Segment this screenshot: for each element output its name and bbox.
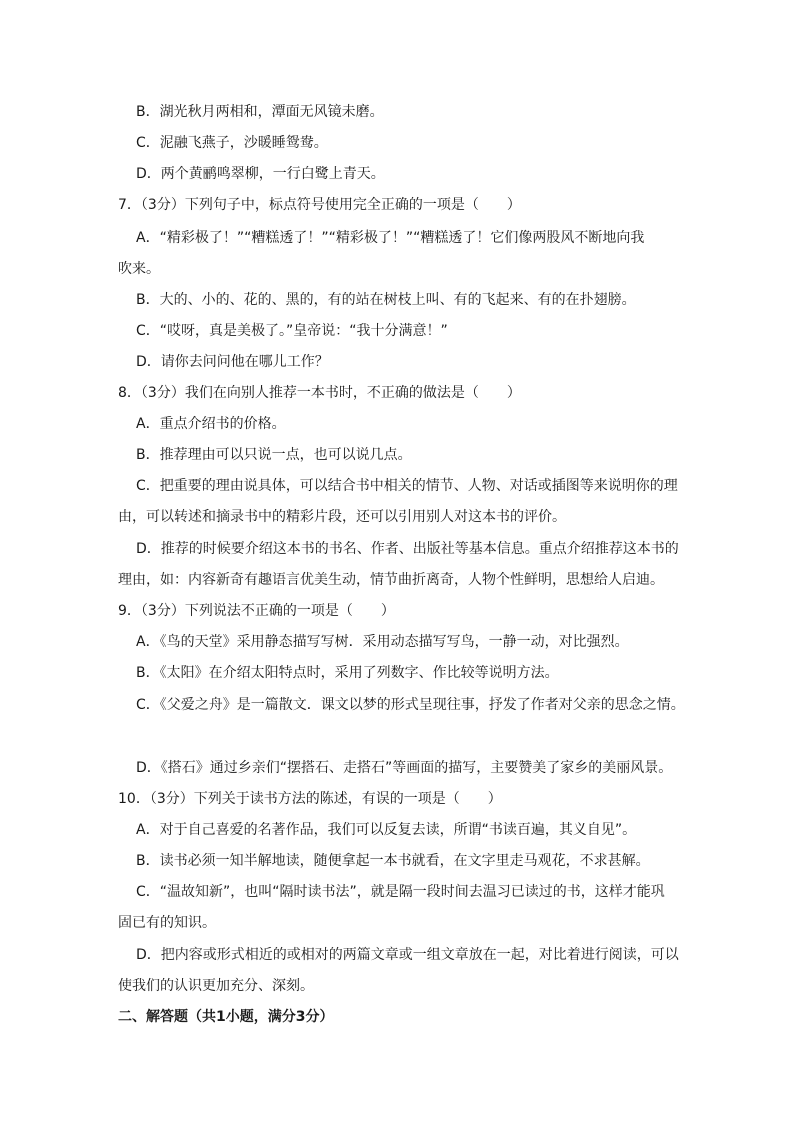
q10-option-b: B．读书必须一知半解地读，随便拿起一本书就看，在文字里走马观花，不求甚解。 bbox=[136, 853, 650, 869]
q8-option-b: B．推荐理由可以只说一点，也可以说几点。 bbox=[136, 447, 412, 463]
q9-option-d: D．《搭石》通过乡亲们“摆搭石、走搭石”等画面的描写，主要赞美了家乡的美丽风景。 bbox=[136, 760, 673, 776]
q9-option-a: A．《鸟的天堂》采用静态描写写树．采用动态描写写鸟，一静一动，对比强烈。 bbox=[136, 634, 629, 650]
q8-option-d: D．推荐的时候要介绍这本书的书名、作者、出版社等基本信息。重点介绍推荐这本书的 bbox=[136, 541, 679, 557]
question-8-stem: 8．（3分）我们在向别人推荐一本书时，不正确的做法是（ ） bbox=[118, 385, 521, 401]
question-9-stem: 9．（3分）下列说法不正确的一项是（ ） bbox=[118, 603, 395, 619]
q6-option-b: B．湖光秋月两相和，潭面无风镜未磨。 bbox=[136, 104, 384, 120]
q6-option-d: D．两个黄鹂鸣翠柳，一行白鹭上青天。 bbox=[136, 166, 385, 182]
q7-option-a-cont: 吹来。 bbox=[118, 261, 160, 277]
q8-option-c: C．把重要的理由说具体，可以结合书中相关的情节、人物、对话或插图等来说明你的理 bbox=[136, 478, 678, 494]
q9-option-c: C．《父爱之舟》是一篇散文．课文以梦的形式呈现往事，抒发了作者对父亲的思念之情。 bbox=[136, 697, 685, 713]
q7-option-a: A．“精彩极了！”“糟糕透了！”“精彩极了！”“糟糕透了！它们像两股风不断地向我 bbox=[136, 230, 645, 246]
q8-option-d-cont: 理由，如：内容新奇有趣语言优美生动，情节曲折离奇，人物个性鲜明，思想给人启迪。 bbox=[118, 572, 664, 588]
q10-option-a: A．对于自己喜爱的名著作品，我们可以反复去读，所谓“书读百遍，其义自见”。 bbox=[136, 822, 637, 838]
question-7-stem: 7．（3分）下列句子中，标点符号使用完全正确的一项是（ ） bbox=[118, 197, 521, 213]
q9-option-b: B．《太阳》在介绍太阳特点时，采用了列数字、作比较等说明方法。 bbox=[136, 665, 559, 681]
question-10-stem: 10．（3分）下列关于读书方法的陈述，有误的一项是（ ） bbox=[118, 791, 502, 807]
q10-option-d-cont: 使我们的认识更加充分、深刻。 bbox=[118, 978, 314, 994]
q8-option-c-cont: 由，可以转述和摘录书中的精彩片段，还可以引用别人对这本书的评价。 bbox=[118, 509, 566, 525]
q10-option-d: D．把内容或形式相近的或相对的两篇文章或一组文章放在一起，对比着进行阅读，可以 bbox=[136, 947, 679, 963]
q7-option-c: C．“哎呀，真是美极了。”皇帝说：“我十分满意！” bbox=[136, 323, 448, 339]
q10-option-c: C．“温故知新”，也叫“隔时读书法”，就是隔一段时间去温习已读过的书，这样才能巩 bbox=[136, 884, 665, 900]
q7-option-d: D．请你去问问他在哪儿工作？ bbox=[136, 354, 329, 370]
q8-option-a: A．重点介绍书的价格。 bbox=[136, 416, 286, 432]
q7-option-b: B．大的、小的、花的、黑的，有的站在树枝上叫、有的飞起来、有的在扑翅膀。 bbox=[136, 292, 636, 308]
q10-option-c-cont: 固已有的知识。 bbox=[118, 915, 216, 931]
section-2-heading: 二、解答题（共1小题，满分3分） bbox=[118, 1009, 334, 1025]
q6-option-c: C．泥融飞燕子，沙暖睡鸳鸯。 bbox=[136, 135, 328, 151]
